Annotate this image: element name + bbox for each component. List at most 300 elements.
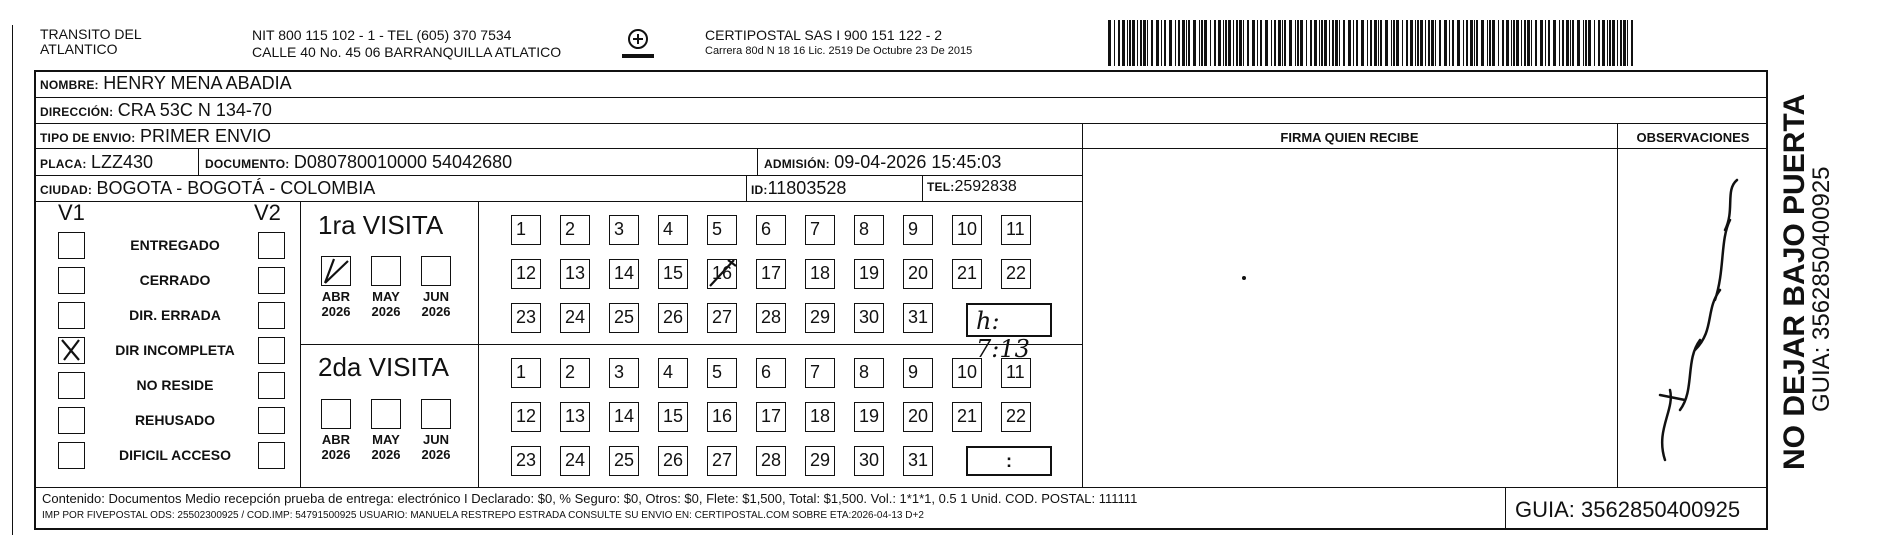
- barcode-bar: [1243, 20, 1244, 66]
- barcode-bar: [1324, 20, 1327, 66]
- reason-label: CERRADO: [139, 272, 211, 288]
- barcode-bar: [1535, 20, 1537, 66]
- barcode-bar: [1457, 20, 1460, 66]
- barcode-bar: [1306, 20, 1307, 66]
- barcode-bar: [1353, 20, 1354, 66]
- obs-left-divider: [1617, 123, 1618, 487]
- barcode-bar: [1156, 20, 1159, 66]
- barcode-bar: [1274, 20, 1276, 66]
- v1-checkbox[interactable]: [58, 442, 85, 469]
- barcode-bar: [1161, 20, 1162, 66]
- month-label: ABR 2026: [321, 432, 351, 462]
- barcode-bar: [1553, 20, 1556, 66]
- barcode-bar: [1233, 20, 1234, 66]
- v1-checkbox[interactable]: [58, 302, 85, 329]
- cell-divider: [922, 175, 923, 201]
- day-box[interactable]: 29: [805, 446, 835, 476]
- barcode-bar: [1609, 20, 1611, 66]
- firma-left-divider: [1082, 123, 1083, 487]
- barcode-bar: [1385, 20, 1388, 66]
- day-box[interactable]: 27: [707, 446, 737, 476]
- barcode-bar: [1260, 20, 1262, 66]
- day-box[interactable]: 29: [805, 303, 835, 333]
- day-box[interactable]: 9: [903, 215, 933, 245]
- barcode-bar: [1284, 20, 1286, 66]
- month-checkbox[interactable]: [371, 256, 401, 286]
- row-divider: [36, 175, 1082, 176]
- barcode-bar: [1428, 20, 1430, 66]
- barcode-bar: [1474, 20, 1475, 66]
- barcode-bar: [1435, 20, 1436, 66]
- courier-info: [705, 27, 972, 57]
- day-box[interactable]: 26: [658, 446, 688, 476]
- barcode-bar: [1164, 20, 1166, 66]
- barcode-bar: [1623, 20, 1626, 66]
- v2-header: V2: [254, 200, 281, 225]
- v2-checkbox[interactable]: [258, 302, 285, 329]
- barcode-bar: [1588, 20, 1591, 66]
- day-box[interactable]: 30: [854, 303, 884, 333]
- tipo-label: TIPO DE ENVIO:: [40, 131, 136, 145]
- day-box[interactable]: 17: [756, 402, 786, 432]
- barcode-bar: [1585, 20, 1587, 66]
- month-checkbox[interactable]: [321, 399, 351, 429]
- barcode-bar: [1521, 20, 1522, 66]
- barcode-bar: [1252, 20, 1255, 66]
- day-box[interactable]: 15: [658, 259, 688, 289]
- barcode-bar: [1612, 20, 1615, 66]
- row-divider: [36, 97, 1768, 98]
- barcode: [1108, 20, 1638, 66]
- barcode-bar: [1271, 20, 1272, 66]
- day-box[interactable]: 10: [952, 358, 982, 388]
- day-box[interactable]: 3: [609, 358, 639, 388]
- barcode-bar: [1132, 20, 1135, 66]
- month-label: JUN 2026: [421, 432, 451, 462]
- check-mark-icon: [59, 338, 83, 362]
- barcode-bar: [1415, 20, 1416, 66]
- reason-label: DIR INCOMPLETA: [115, 342, 235, 358]
- day-box[interactable]: 4: [658, 215, 688, 245]
- day-box[interactable]: 30: [854, 446, 884, 476]
- barcode-bar: [1147, 20, 1148, 66]
- barcode-bar: [1516, 20, 1519, 66]
- barcode-bar: [1420, 20, 1423, 66]
- barcode-bar: [1339, 20, 1340, 66]
- barcode-bar: [1329, 20, 1330, 66]
- barcode-bar: [1548, 20, 1550, 66]
- barcode-bar: [1417, 20, 1419, 66]
- day-box[interactable]: 2: [560, 215, 590, 245]
- barcode-bar: [1527, 20, 1530, 66]
- tipo-value: PRIMER ENVIO: [139, 126, 271, 146]
- barcode-bar: [1489, 20, 1491, 66]
- barcode-bar: [1463, 20, 1464, 66]
- day-box[interactable]: 12: [511, 402, 541, 432]
- day-box[interactable]: 21: [952, 259, 982, 289]
- barcode-bar: [1431, 20, 1434, 66]
- firma-mark: [1242, 276, 1246, 280]
- barcode-bar: [1278, 20, 1281, 66]
- first-visit-title: 1ra VISITA: [318, 210, 444, 240]
- visits-row-divider: [300, 344, 1082, 345]
- barcode-bar: [1506, 20, 1509, 66]
- v2-checkbox[interactable]: [258, 337, 285, 364]
- cross-mark-icon: [706, 256, 740, 290]
- day-box[interactable]: 22: [1001, 259, 1031, 289]
- left-edge-line: [12, 25, 13, 535]
- barcode-bar: [1577, 20, 1580, 66]
- day-box[interactable]: 6: [756, 358, 786, 388]
- barcode-bar: [1314, 20, 1317, 66]
- documento-value: D080780010000 54042680: [293, 152, 513, 172]
- day-box[interactable]: 13: [560, 259, 590, 289]
- v1-checkbox[interactable]: [58, 232, 85, 259]
- day-box[interactable]: 28: [756, 303, 786, 333]
- observaciones-header: OBSERVACIONES: [1636, 130, 1750, 145]
- placa-value: LZZ430: [90, 152, 154, 172]
- barcode-bar: [1524, 20, 1526, 66]
- barcode-bar: [1540, 20, 1543, 66]
- day-box[interactable]: 2: [560, 358, 590, 388]
- tel-value: 2592838: [954, 178, 1017, 195]
- barcode-bar: [1204, 20, 1207, 66]
- barcode-bar: [1559, 20, 1560, 66]
- barcode-bar: [1236, 20, 1238, 66]
- company-name: [40, 27, 142, 57]
- admision-row: [764, 152, 1001, 173]
- nombre-label: NOMBRE:: [40, 78, 99, 92]
- v2-checkbox[interactable]: [258, 232, 285, 259]
- barcode-bar: [1406, 20, 1408, 66]
- barcode-bar: [1335, 20, 1338, 66]
- v1-checkbox[interactable]: [58, 267, 85, 294]
- tipo-row: [40, 126, 271, 147]
- barcode-bar: [1617, 20, 1618, 66]
- id-row: [751, 178, 846, 199]
- barcode-bar: [1332, 20, 1334, 66]
- address-line: CALLE 40 No. 45 06 BARRANQUILLA ATLATICO: [252, 44, 562, 60]
- admision-label: ADMISIÓN:: [764, 157, 830, 171]
- footer-impresion: IMP POR FIVEPOSTAL ODS: 25502300925 / COD.IMP: 54791500925 USUARIO: MANUELA RESTREPO ESTRADA CONSULTE SU ENVIO EN: CERTIPOSTAL.COM SOBRE ETA:2026-04-13 D+2: [42, 510, 924, 521]
- firma-header: FIRMA QUIEN RECIBE: [1280, 130, 1419, 145]
- barcode-bar: [1289, 20, 1292, 66]
- barcode-bar: [1178, 20, 1180, 66]
- observaciones-handwriting: [1625, 160, 1755, 480]
- tel-row: [927, 178, 1017, 196]
- day-box[interactable]: 31: [903, 446, 933, 476]
- day-box[interactable]: 25: [609, 446, 639, 476]
- day-box[interactable]: 19: [854, 402, 884, 432]
- cell-divider: [746, 175, 747, 201]
- barcode-bar: [1247, 20, 1249, 66]
- month-checkbox[interactable]: [421, 399, 451, 429]
- barcode-bar: [1583, 20, 1584, 66]
- nombre-row: [40, 73, 292, 94]
- barcode-bar: [1223, 20, 1224, 66]
- second-visit-title: 2da VISITA: [318, 352, 450, 382]
- day-box[interactable]: 15: [658, 402, 688, 432]
- barcode-bar: [1602, 20, 1605, 66]
- reason-label: DIR. ERRADA: [129, 307, 221, 323]
- reason-label: REHUSADO: [134, 412, 216, 428]
- barcode-bar: [1444, 20, 1447, 66]
- footer-contenido: Contenido: Documentos Medio recepción prueba de entrega: electrónico I Declarado: $0, % Seguro: $0, Otros: $0, Flete: $1,500, Total: $1,500. Vol.: 1*1*1, 0.5 1 Unid. COD. POSTAL: 111111: [42, 491, 1138, 506]
- footer-divider: [36, 487, 1768, 488]
- no-dejar-bajo-puerta: NO DEJAR BAJO PUERTA: [1778, 93, 1811, 470]
- v2-checkbox[interactable]: [258, 442, 285, 469]
- day-box[interactable]: 17: [756, 259, 786, 289]
- day-box[interactable]: 8: [854, 215, 884, 245]
- day-box[interactable]: 11: [1001, 358, 1031, 388]
- ciudad-row: [40, 178, 375, 199]
- barcode-bar: [1410, 20, 1413, 66]
- barcode-bar: [1122, 20, 1125, 66]
- day-box[interactable]: 22: [1001, 402, 1031, 432]
- day-box[interactable]: 27: [707, 303, 737, 333]
- barcode-bar: [1466, 20, 1468, 66]
- barcode-bar: [1225, 20, 1227, 66]
- month-label: MAY 2026: [371, 289, 401, 319]
- company-line-1: TRANSITO DEL: [40, 26, 142, 42]
- company-line-2: ATLANTICO: [40, 41, 118, 57]
- reason-label: NO RESIDE: [136, 377, 214, 393]
- day-box[interactable]: 24: [560, 303, 590, 333]
- barcode-bar: [1570, 20, 1571, 66]
- barcode-bar: [1348, 20, 1351, 66]
- barcode-bar: [1481, 20, 1484, 66]
- barcode-bar: [1186, 20, 1187, 66]
- barcode-bar: [1391, 20, 1392, 66]
- barcode-bar: [1631, 20, 1633, 66]
- barcode-bar: [1218, 20, 1221, 66]
- firma-header-divider: [1082, 148, 1768, 149]
- v1-checkbox[interactable]: [58, 372, 85, 399]
- barcode-bar: [1140, 20, 1142, 66]
- barcode-bar: [1228, 20, 1231, 66]
- barcode-bar: [1239, 20, 1242, 66]
- v2-checkbox[interactable]: [258, 372, 285, 399]
- day-box[interactable]: 31: [903, 303, 933, 333]
- v2-checkbox[interactable]: [258, 407, 285, 434]
- barcode-bar: [1449, 20, 1450, 66]
- ciudad-value: BOGOTA - BOGOTÁ - COLOMBIA: [96, 178, 376, 198]
- month-label: MAY 2026: [371, 432, 401, 462]
- barcode-bar: [1374, 20, 1377, 66]
- day-box[interactable]: 9: [903, 358, 933, 388]
- barcode-bar: [1627, 20, 1628, 66]
- barcode-bar: [1265, 20, 1268, 66]
- barcode-bar: [1114, 20, 1115, 66]
- v1-header: V1: [58, 200, 85, 225]
- barcode-bar: [1370, 20, 1372, 66]
- barcode-bar: [1257, 20, 1258, 66]
- documento-label: DOCUMENTO:: [205, 157, 290, 171]
- day-box[interactable]: 24: [560, 446, 590, 476]
- day-box[interactable]: 18: [805, 402, 835, 432]
- time-second-value: :: [1006, 451, 1012, 471]
- day-box[interactable]: 23: [511, 446, 541, 476]
- barcode-bar: [1193, 20, 1196, 66]
- month-checkbox[interactable]: [421, 256, 451, 286]
- day-box[interactable]: 21: [952, 402, 982, 432]
- time-box-first[interactable]: [966, 303, 1052, 363]
- barcode-bar: [1396, 20, 1399, 66]
- barcode-bar: [1199, 20, 1200, 66]
- barcode-bar: [1476, 20, 1478, 66]
- barcode-bar: [1127, 20, 1128, 66]
- placa-row: [40, 152, 153, 173]
- barcode-bar: [1118, 20, 1120, 66]
- direccion-value: CRA 53C N 134-70: [117, 100, 272, 120]
- footer-guia: GUIA: 3562850400925: [1515, 497, 1741, 522]
- v1-checkbox[interactable]: [58, 337, 85, 364]
- barcode-bar: [1502, 20, 1504, 66]
- barcode-bar: [1566, 20, 1569, 66]
- day-box[interactable]: 7: [805, 215, 835, 245]
- barcode-bar: [1201, 20, 1203, 66]
- reason-label: DIFICIL ACCESO: [118, 447, 231, 463]
- barcode-bar: [1594, 20, 1595, 66]
- month-checkbox[interactable]: [371, 399, 401, 429]
- day-box[interactable]: 26: [658, 303, 688, 333]
- cell-divider: [198, 149, 199, 175]
- month-label: JUN 2026: [421, 289, 451, 319]
- id-label: ID:: [751, 183, 768, 197]
- day-box[interactable]: 16: [707, 259, 737, 289]
- day-box[interactable]: 1: [511, 215, 541, 245]
- ciudad-label: CIUDAD:: [40, 183, 93, 197]
- barcode-bar: [1343, 20, 1345, 66]
- barcode-bar: [1295, 20, 1296, 66]
- day-box[interactable]: 11: [1001, 215, 1031, 245]
- company-contact: [252, 27, 561, 61]
- day-box[interactable]: 3: [609, 215, 639, 245]
- day-box[interactable]: 28: [756, 446, 786, 476]
- row-divider: [36, 201, 1082, 202]
- barcode-bar: [1108, 20, 1111, 66]
- day-box[interactable]: 7: [805, 358, 835, 388]
- direccion-label: DIRECCIÓN:: [40, 105, 114, 119]
- barcode-bar: [1393, 20, 1395, 66]
- barcode-bar: [1607, 20, 1608, 66]
- footer-guia-divider: [1505, 487, 1506, 530]
- barcode-bar: [1321, 20, 1323, 66]
- day-box[interactable]: 19: [854, 259, 884, 289]
- barcode-bar: [1470, 20, 1473, 66]
- month-label: ABR 2026: [321, 289, 351, 319]
- barcode-bar: [1188, 20, 1190, 66]
- barcode-bar: [1531, 20, 1532, 66]
- barcode-bar: [1137, 20, 1138, 66]
- barcode-bar: [1402, 20, 1403, 66]
- barcode-bar: [1310, 20, 1312, 66]
- day-box[interactable]: 5: [707, 215, 737, 245]
- direccion-row: [40, 100, 272, 121]
- barcode-bar: [1439, 20, 1441, 66]
- barcode-bar: [1572, 20, 1574, 66]
- nit-line: NIT 800 115 102 - 1 - TEL (605) 370 7534: [252, 27, 512, 43]
- side-guia: GUIA: 3562850400925: [1808, 166, 1835, 412]
- day-box[interactable]: 14: [609, 259, 639, 289]
- day-box[interactable]: 16: [707, 402, 737, 432]
- day-box[interactable]: 23: [511, 303, 541, 333]
- barcode-bar: [1129, 20, 1131, 66]
- barcode-bar: [1319, 20, 1320, 66]
- barcode-bar: [1492, 20, 1495, 66]
- cell-divider: [757, 149, 758, 175]
- barcode-bar: [1356, 20, 1358, 66]
- barcode-bar: [1182, 20, 1185, 66]
- barcode-bar: [1545, 20, 1546, 66]
- row-divider: [36, 123, 1768, 124]
- barcode-bar: [1210, 20, 1211, 66]
- barcode-bar: [1598, 20, 1600, 66]
- day-box[interactable]: 20: [903, 402, 933, 432]
- day-box[interactable]: 25: [609, 303, 639, 333]
- day-box[interactable]: 8: [854, 358, 884, 388]
- day-box[interactable]: 6: [756, 215, 786, 245]
- courier-license: Carrera 80d N 18 16 Lic. 2519 De Octubre 23 De 2015: [705, 45, 973, 57]
- day-box[interactable]: 5: [707, 358, 737, 388]
- barcode-bar: [1425, 20, 1426, 66]
- barcode-bar: [1380, 20, 1382, 66]
- barcode-bar: [1151, 20, 1153, 66]
- day-box[interactable]: 20: [903, 259, 933, 289]
- day-box[interactable]: 12: [511, 259, 541, 289]
- barcode-bar: [1297, 20, 1299, 66]
- documento-row: [205, 152, 512, 173]
- barcode-bar: [1361, 20, 1364, 66]
- barcode-bar: [1378, 20, 1379, 66]
- id-value: 11803528: [767, 178, 847, 198]
- v2-checkbox[interactable]: [258, 267, 285, 294]
- barcode-bar: [1487, 20, 1488, 66]
- reason-label: ENTREGADO: [130, 237, 220, 253]
- barcode-bar: [1511, 20, 1512, 66]
- day-box[interactable]: 4: [658, 358, 688, 388]
- courier-name: CERTIPOSTAL SAS I 900 151 122 - 2: [705, 27, 943, 43]
- barcode-bar: [1620, 20, 1622, 66]
- v1-checkbox[interactable]: [58, 407, 85, 434]
- day-box[interactable]: 18: [805, 259, 835, 289]
- barcode-bar: [1513, 20, 1515, 66]
- admision-value: 09-04-2026 15:45:03: [834, 152, 1002, 172]
- check-mark-icon: [322, 257, 350, 285]
- barcode-bar: [1300, 20, 1303, 66]
- day-box[interactable]: 1: [511, 358, 541, 388]
- day-box[interactable]: 10: [952, 215, 982, 245]
- nombre-value: HENRY MENA ABADIA: [103, 73, 292, 93]
- time-first-value: h: 7:13: [976, 307, 1030, 363]
- certipostal-logo: [618, 24, 658, 64]
- placa-label: PLACA:: [40, 157, 87, 171]
- day-box[interactable]: 13: [560, 402, 590, 432]
- barcode-bar: [1143, 20, 1146, 66]
- barcode-bar: [1282, 20, 1283, 66]
- month-checkbox[interactable]: [321, 256, 351, 286]
- barcode-bar: [1169, 20, 1172, 66]
- barcode-bar: [1562, 20, 1564, 66]
- barcode-bar: [1367, 20, 1368, 66]
- time-box-second[interactable]: [966, 446, 1052, 476]
- day-box[interactable]: 14: [609, 402, 639, 432]
- barcode-bar: [1452, 20, 1454, 66]
- tel-label: TEL:: [927, 180, 955, 194]
- barcode-bar: [1214, 20, 1216, 66]
- barcode-bar: [1175, 20, 1176, 66]
- barcode-bar: [1498, 20, 1499, 66]
